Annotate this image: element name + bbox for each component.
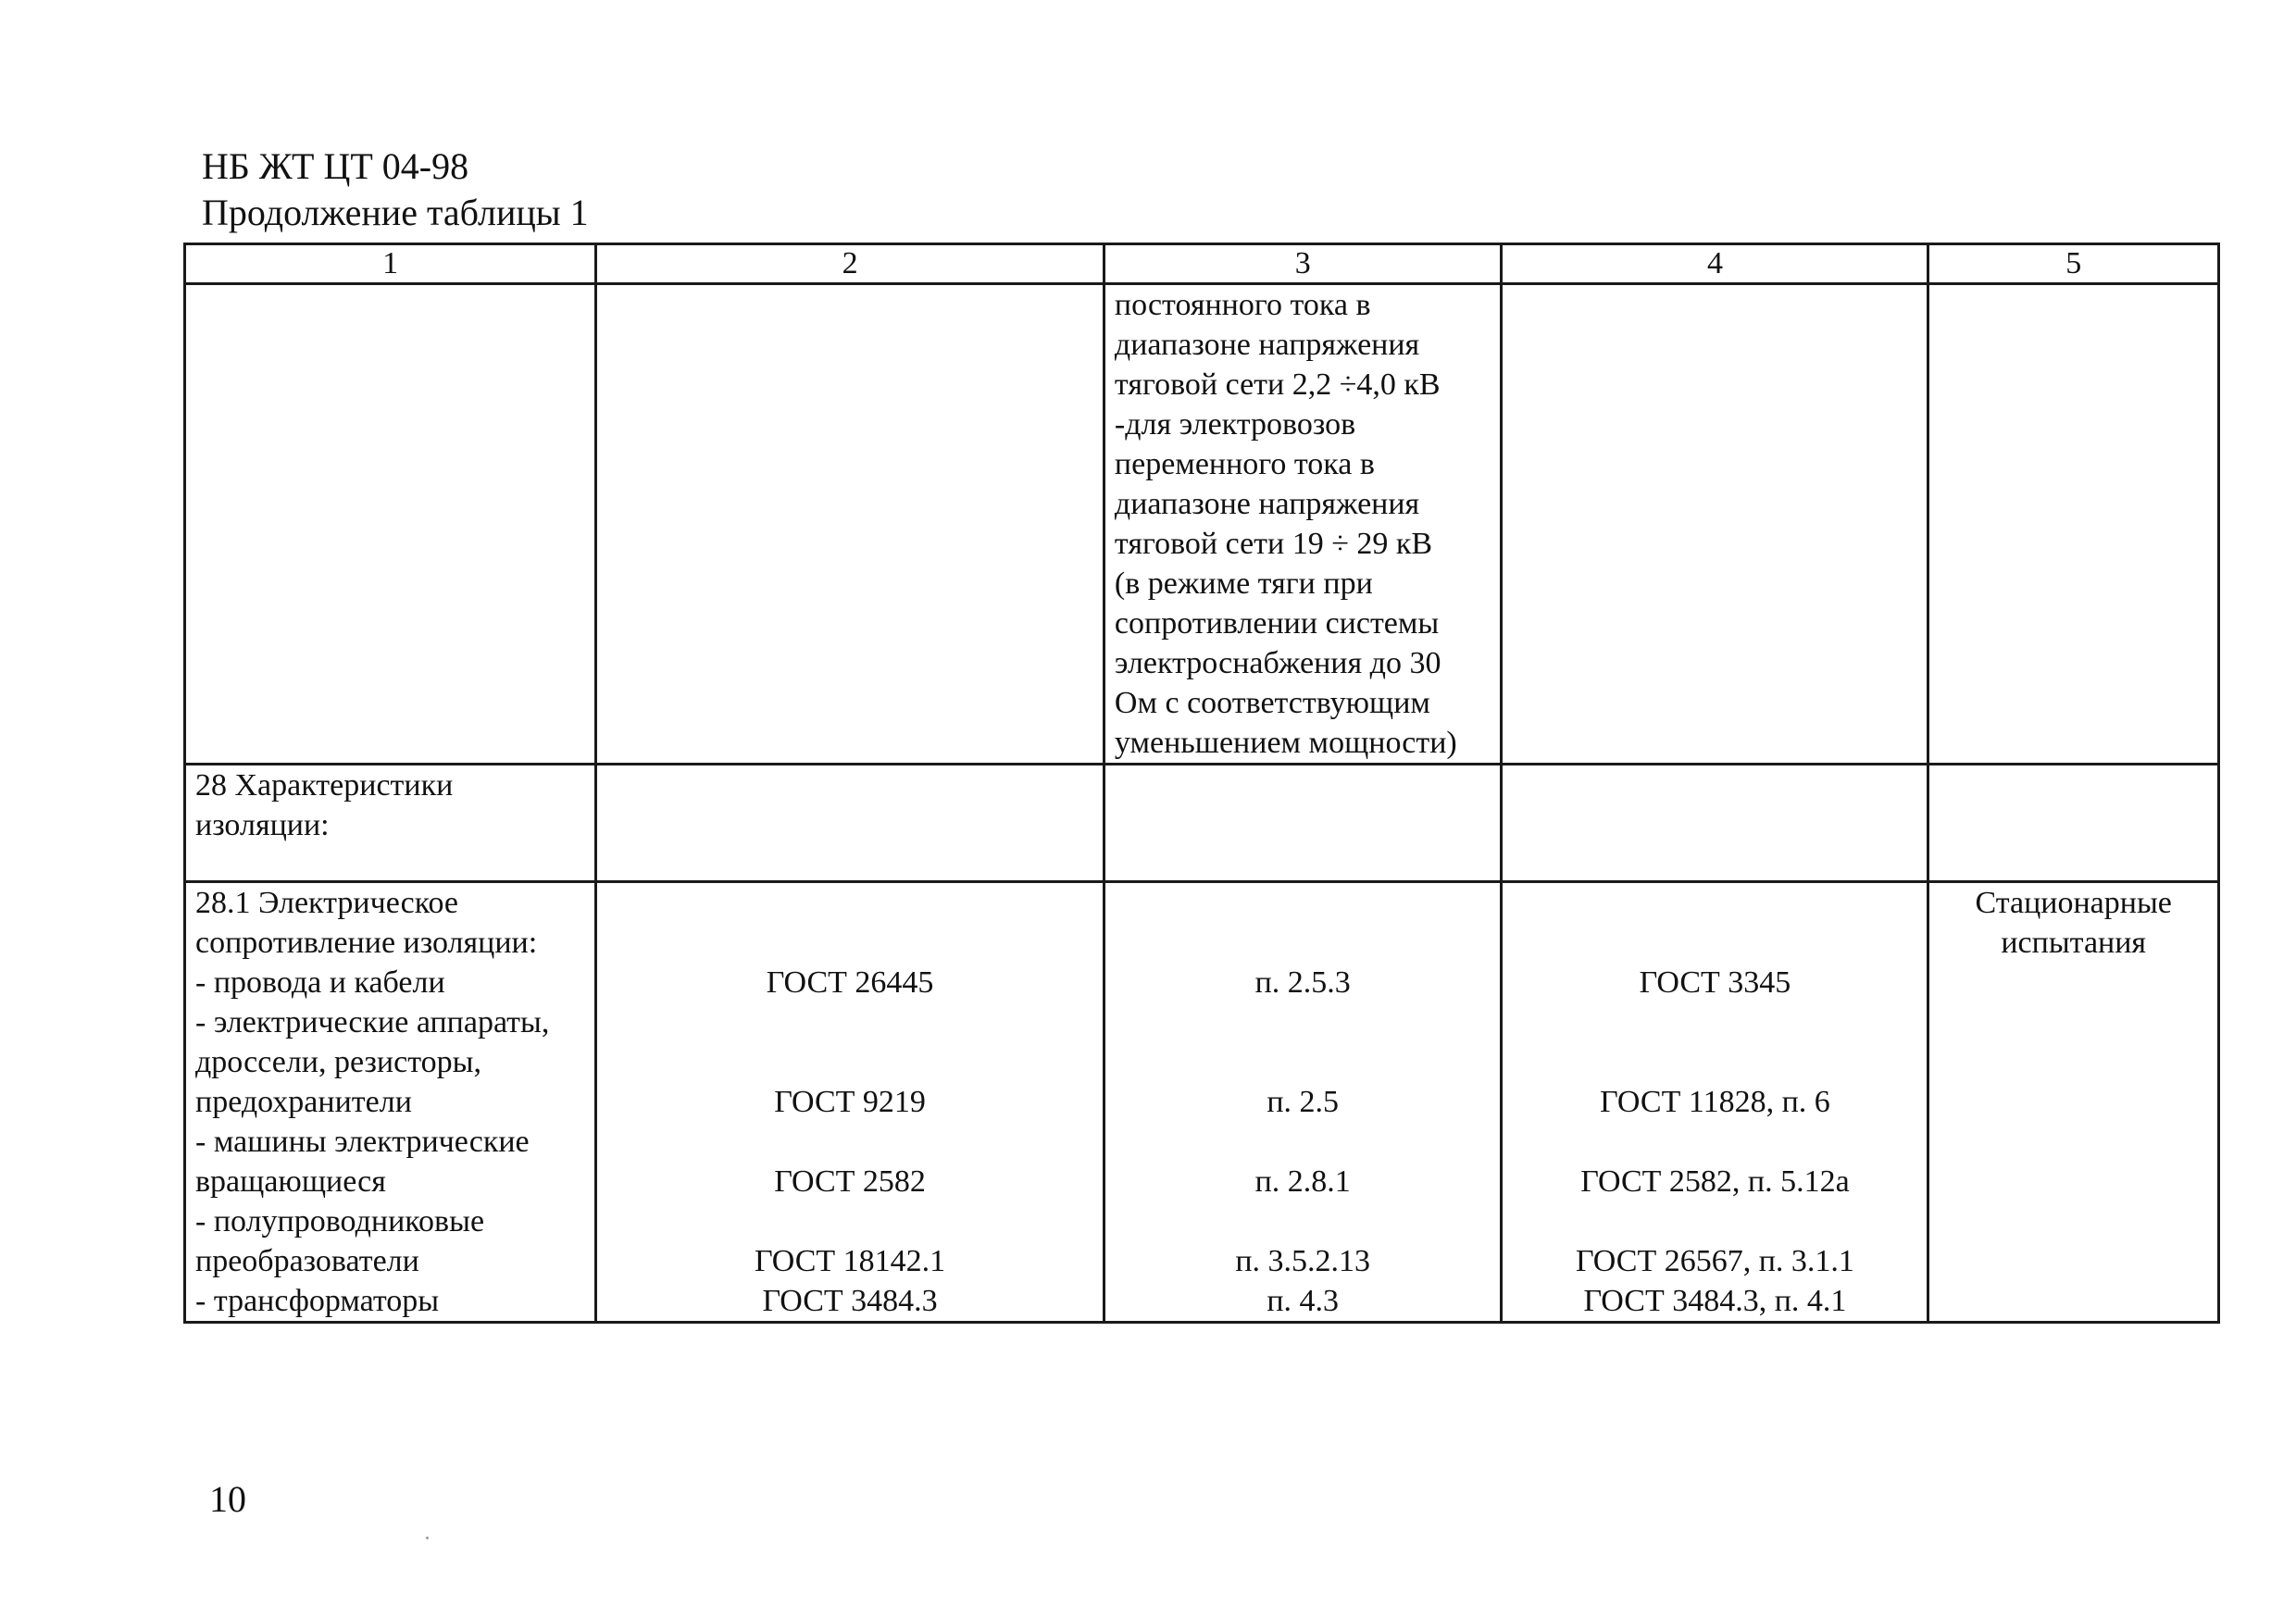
text-line: п. 2.8.1: [1254, 1164, 1351, 1199]
table-row: [185, 882, 2219, 1323]
text-line: [1115, 1122, 1491, 1162]
text-line: [1115, 1042, 1491, 1082]
text-line: диапазоне напряжения: [1114, 328, 1420, 362]
text-line: [606, 1122, 1093, 1162]
text-line: ГОСТ 2582, п. 5.12а: [1580, 1164, 1850, 1199]
table-caption: Продолжение таблицы 1: [202, 192, 589, 233]
standards-table: [183, 243, 2220, 1324]
table-cell: [185, 284, 596, 765]
test-method-standards: [1512, 883, 1917, 1321]
section-heading: [195, 765, 585, 845]
text-line: [1512, 883, 1917, 923]
table-cell: [1502, 882, 1928, 1323]
column-number: 5: [1928, 244, 2219, 284]
text-line: Ом с соответствующим: [1114, 686, 1430, 720]
text-line: [606, 1201, 1093, 1241]
table-cell: [1104, 882, 1502, 1323]
text-line: [1512, 923, 1917, 963]
table-cell: [1502, 765, 1928, 882]
text-line: Стационарные: [1975, 886, 2172, 920]
text-line: переменного тока в: [1114, 447, 1375, 481]
text-line: преобразователи: [195, 1244, 419, 1278]
text-line: [1115, 1002, 1491, 1042]
text-line: электроснабжения до 30: [1114, 646, 1441, 680]
text-line: [1512, 1122, 1917, 1162]
text-line: (в режиме тяги при: [1114, 566, 1373, 601]
text-line: вращающиеся: [195, 1164, 386, 1199]
table-cell: [1104, 765, 1502, 882]
continuation-row: [185, 284, 2219, 765]
text-line: ГОСТ 11828, п. 6: [1600, 1085, 1830, 1119]
text-line: ГОСТ 3484.3: [762, 1284, 938, 1318]
scan-speck: [426, 1537, 429, 1539]
text-line: п. 3.5.2.13: [1235, 1244, 1371, 1278]
text-line: [1512, 1002, 1917, 1042]
text-line: ГОСТ 26567, п. 3.1.1: [1575, 1244, 1854, 1278]
text-line: [1115, 1201, 1491, 1241]
text-line: [1512, 1042, 1917, 1082]
text-line: ГОСТ 26445: [766, 965, 934, 1000]
page-number: 10: [209, 1478, 246, 1520]
text-line: ГОСТ 9219: [774, 1085, 926, 1119]
text-line: уменьшением мощности): [1114, 726, 1457, 760]
text-line: тяговой сети 19 ÷ 29 кВ: [1114, 527, 1433, 561]
text-line: испытания: [2001, 926, 2147, 960]
text-line: ГОСТ 18142.1: [754, 1244, 946, 1278]
continuation-text: [1115, 285, 1491, 763]
text-line: [1512, 1201, 1917, 1241]
section-row: [185, 765, 2219, 882]
table-cell: [185, 765, 596, 882]
text-line: ГОСТ 2582: [774, 1164, 926, 1199]
text-line: дроссели, резисторы,: [195, 1045, 481, 1079]
standard-clauses: [1115, 883, 1491, 1321]
text-line: ГОСТ 3345: [1639, 965, 1791, 1000]
text-line: п. 4.3: [1267, 1284, 1340, 1318]
table-cell: [185, 882, 596, 1323]
table-cell: [1928, 765, 2219, 882]
text-line: диапазоне напряжения: [1114, 487, 1420, 521]
text-line: п. 2.5: [1267, 1085, 1340, 1119]
text-line: - полупроводниковые: [195, 1204, 485, 1238]
text-line: [1115, 883, 1491, 923]
table-cell: [596, 284, 1104, 765]
column-number: 4: [1502, 244, 1928, 284]
table-cell: [1928, 882, 2219, 1323]
text-line: ГОСТ 3484.3, п. 4.1: [1583, 1284, 1847, 1318]
text-line: - трансформаторы: [195, 1284, 440, 1318]
table-cell: [1104, 284, 1502, 765]
text-line: п. 2.5.3: [1254, 965, 1351, 1000]
text-line: - машины электрические: [195, 1125, 530, 1159]
item-names: [195, 883, 585, 1321]
text-line: 28.1 Электрическое: [195, 886, 459, 920]
text-line: [606, 923, 1093, 963]
text-line: - провода и кабели: [195, 965, 445, 1000]
table-cell: [1928, 284, 2219, 765]
test-type: [1939, 883, 2208, 963]
document-code: НБ ЖТ ЦТ 04-98: [202, 145, 469, 187]
column-number: 1: [185, 244, 596, 284]
text-line: [606, 1002, 1093, 1042]
text-line: тяговой сети 2,2 ÷4,0 кВ: [1114, 367, 1441, 402]
column-number: 3: [1104, 244, 1502, 284]
text-line: [606, 883, 1093, 923]
text-line: - электрические аппараты,: [195, 1005, 550, 1039]
table-cell: [1502, 284, 1928, 765]
text-line: сопротивлении системы: [1114, 606, 1440, 641]
table-cell: [596, 882, 1104, 1323]
product-standards: [606, 883, 1093, 1321]
text-line: сопротивление изоляции:: [195, 926, 538, 960]
text-line: изоляции:: [195, 808, 330, 842]
text-line: [1115, 923, 1491, 963]
text-line: постоянного тока в: [1114, 288, 1371, 322]
column-number-row: [185, 244, 2219, 284]
column-number: 2: [596, 244, 1104, 284]
text-line: [606, 1042, 1093, 1082]
text-line: предохранители: [195, 1085, 412, 1119]
text-line: 28 Характеристики: [195, 768, 454, 803]
text-line: -для электровозов: [1114, 407, 1356, 442]
table-cell: [596, 765, 1104, 882]
